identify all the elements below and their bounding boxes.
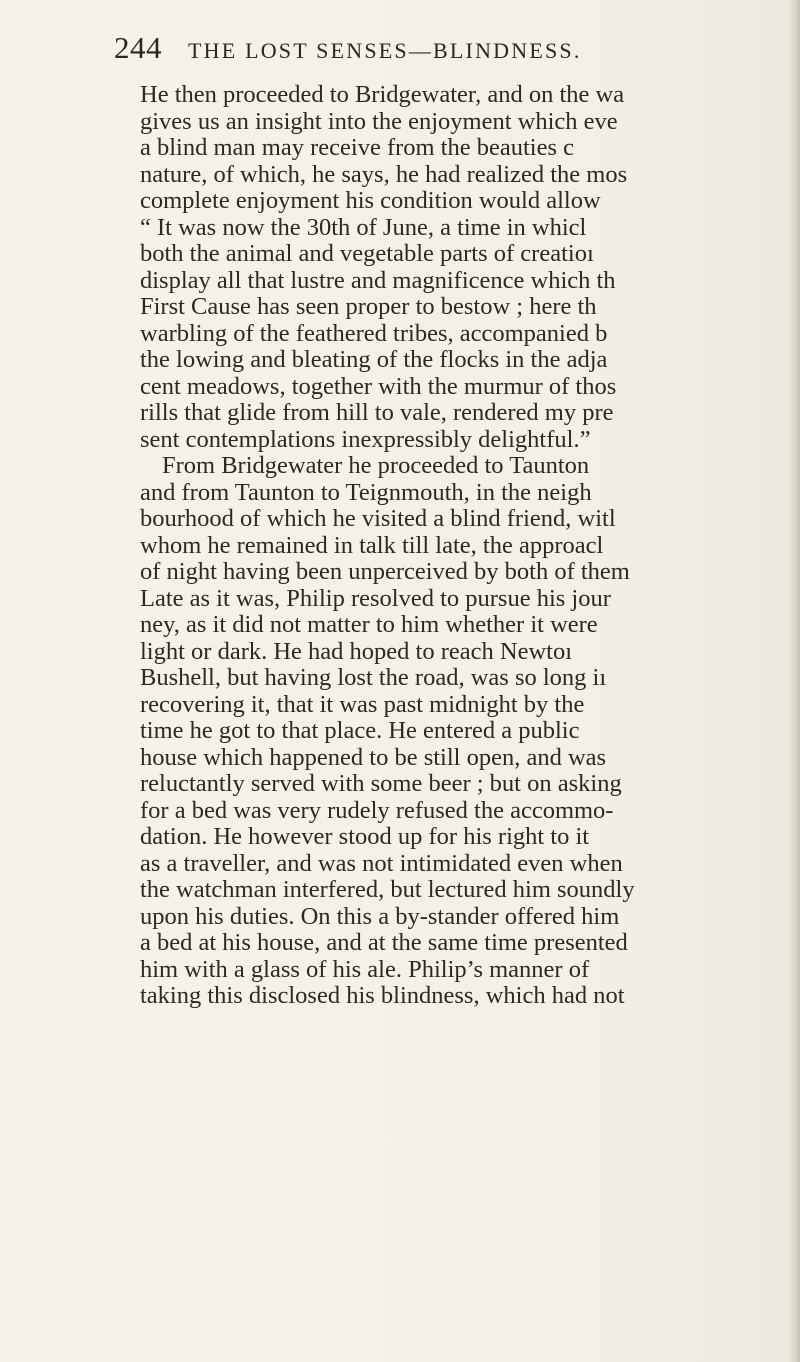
text-line: nature, of which, he says, he had realized the mos [140, 161, 628, 188]
text-line: him with a glass of his ale. Philip’s manner of [140, 956, 590, 983]
text-line: dation. He however stood up for his right to it [140, 824, 590, 850]
text-line: a blind man may receive from the beauties c [140, 135, 575, 161]
text-line: the watchman interfered, but lectured him soundly [140, 877, 635, 903]
text-line: the lowing and bleating of the flocks in the adja [140, 347, 608, 373]
text-line: and from Taunton to Teignmouth, in the neigh [140, 479, 592, 506]
page-header [114, 30, 754, 70]
text-line: cent meadows, together with the murmur of thos [140, 373, 617, 400]
text-line: sent contemplations inexpressibly delightful.” [140, 426, 591, 453]
body-text [140, 82, 800, 1010]
text-line: of night having been unperceived by both of them [140, 559, 630, 585]
text-line: both the animal and vegetable parts of creatioı [140, 241, 594, 267]
text-line: taking this disclosed his blindness, which had not [140, 983, 625, 1009]
text-line: warbling of the feathered tribes, accompanied b [140, 320, 608, 347]
page-number: 244 [114, 30, 162, 65]
text-line: gives us an insight into the enjoyment which eve [140, 108, 618, 135]
text-line: “ It was now the 30th of June, a time in whicl [140, 214, 587, 241]
text-line: He then proceeded to Bridgewater, and on the wa [140, 82, 625, 108]
text-line: Bushell, but having lost the road, was so long iı [140, 665, 607, 691]
text-line: for a bed was very rudely refused the accommo- [140, 797, 614, 824]
text-line: whom he remained in talk till late, the approacl [140, 532, 604, 559]
text-line: light or dark. He had hoped to reach Newtoı [140, 638, 573, 665]
text-line: display all that lustre and magnificence which th [140, 267, 616, 294]
text-line: house which happened to be still open, and was [140, 744, 607, 771]
text-line: ney, as it did not matter to him whether it were [140, 612, 598, 638]
text-line: Late as it was, Philip resolved to pursue his jour [140, 585, 611, 612]
text-line: bourhood of which he visited a blind friend, witl [140, 506, 616, 532]
text-line: complete enjoyment his condition would allow [140, 188, 601, 214]
text-line: time he got to that place. He entered a public [140, 718, 580, 744]
running-head: THE LOST SENSES—BLINDNESS. [188, 38, 582, 63]
text-line: From Bridgewater he proceeded to Taunton [162, 453, 590, 479]
text-line: reluctantly served with some beer ; but on asking [140, 771, 622, 797]
text-line: upon his duties. On this a by-stander offered him [140, 903, 620, 930]
text-line: recovering it, that it was past midnight by the [140, 691, 585, 718]
text-line: rills that glide from hill to vale, rendered my pre [140, 400, 614, 426]
text-line: as a traveller, and was not intimidated even when [140, 850, 623, 877]
text-line: a bed at his house, and at the same time presented [140, 930, 628, 956]
text-line: First Cause has seen proper to bestow ; here th [140, 294, 597, 320]
